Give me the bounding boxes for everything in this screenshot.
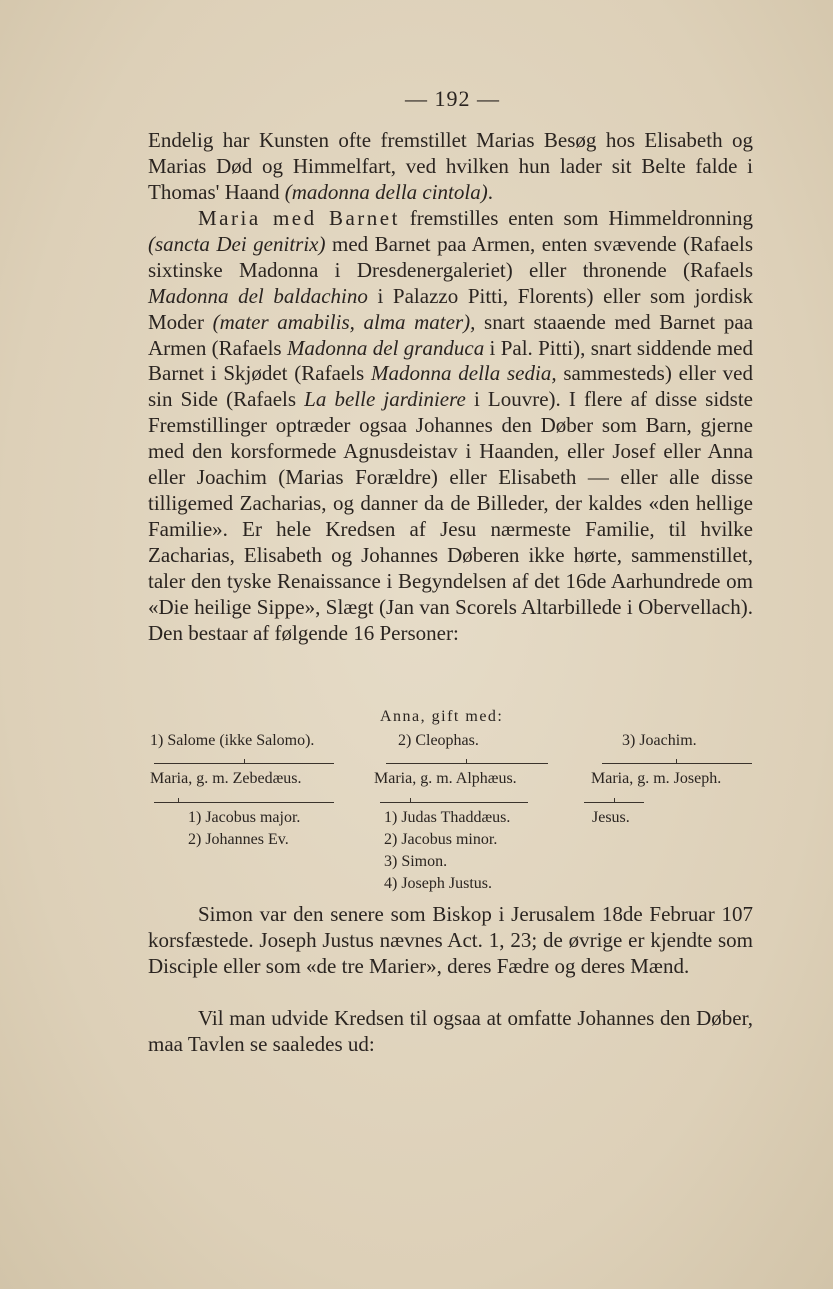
paragraph-3: Simon var den senere som Biskop i Jerusalem 18de Februar 107 korsfæstede. Joseph Justus nævnes Act. 1, 23; de øvrige er kjendte som Disciple eller som «de tre Marier», deres Fædre og deres Mænd. (148, 902, 753, 978)
p2-text-5: i Pal. Pitti), snart siddende med Barnet i Skjødet (Rafaels (148, 335, 753, 386)
page-number: — 192 — (405, 86, 500, 111)
husband-1: 1) Salome (ikke Salomo). (150, 732, 315, 749)
bracket-line-2 (386, 763, 548, 764)
husband-2: 2) Cleophas. (398, 732, 479, 749)
bracket-tick-5 (410, 798, 411, 802)
paragraph-4: Vil man udvide Kredsen til ogsaa at omfatte Johannes den Døber, maa Tavlen se saaledes ud: (148, 1006, 753, 1056)
p2-text-4: snart staaende med Barnet paa Armen (Rafaels (148, 309, 753, 360)
paragraph-2 (148, 206, 753, 646)
p1-text-1: Endelig har Kunsten ofte fremstillet Marias Besøg hos Elisabeth og Marias Død og Himmelfart, ved hvilken hun lader sit Belte falde i Thomas' Haand (148, 128, 753, 204)
p2-italic-1: (sancta Dei genitrix) (148, 231, 326, 256)
genealogy-table (148, 708, 753, 898)
p2-text-1: fremstilles enten som Himmeldronning (399, 206, 753, 230)
p2-spaced-heading: Maria med Barnet (198, 206, 400, 230)
bracket-line-3 (602, 763, 752, 764)
p2-italic-4: Madonna del granduca (286, 335, 485, 360)
p2-text-3: i Palazzo Pitti, Florents) eller som jordisk Moder (148, 283, 753, 334)
p2-italic-6: La belle jardiniere (304, 387, 466, 412)
p2-italic-2: Madonna del baldachino (148, 283, 368, 308)
bracket-tick-1 (244, 759, 245, 763)
bracket-line-5 (380, 802, 528, 803)
bracket-line-6 (584, 802, 644, 803)
husband-3: 3) Joachim. (622, 732, 697, 749)
bracket-tick-3 (676, 759, 677, 763)
p2-italic-5: Madonna della sedia, (371, 361, 557, 386)
p1-italic-1: (madonna della cintola) (284, 179, 488, 204)
bracket-line-4 (154, 802, 334, 803)
bracket-tick-2 (466, 759, 467, 763)
child-2-3: 3) Simon. (384, 853, 448, 870)
daughter-1: Maria, g. m. Zebedæus. (150, 770, 302, 787)
child-3-1: Jesus. (592, 809, 630, 826)
child-2-4: 4) Joseph Justus. (384, 875, 493, 892)
p2-text-7: i Louvre). I flere af disse sidste Fremstillinger optræder ogsaa Johannes den Døber som Barn, gjerne med den korsformede Agnusdeistav i Haanden, eller Josef eller Anna eller Joachim (Marias Forældre) eller Elisabeth — eller alle disse tilligemed Zacharias, og danner da de Billeder, der kaldes «den hellige Familie». Er hele Kredsen af Jesu nærmeste Familie, til hvilke Zacharias, Elisabeth og Johannes Døberen ikke hørte, sammenstillet, taler den tyske Renaissance i Begyndelsen af det 16de Aarhundrede om «Die heilige Sippe», Slægt (Jan van Scorels Altarbillede i Obervellach). Den bestaar af følgende 16 Personer: (148, 387, 754, 645)
bracket-tick-6 (614, 798, 615, 802)
child-1-1: 1) Jacobus major. (188, 809, 301, 826)
child-1-2: 2) Johannes Ev. (188, 831, 289, 848)
genealogy-heading: Anna, gift med: (380, 708, 504, 725)
child-2-2: 2) Jacobus minor. (384, 831, 498, 848)
paragraph-1 (148, 128, 753, 206)
p2-italic-3: (mater amabilis, alma mater), (212, 309, 476, 334)
p2-text-2: med Barnet paa Armen, enten svævende (Rafaels sixtinske Madonna i Dresdenergaleriet) eller thronende (Rafaels (148, 231, 754, 282)
bracket-line-1 (154, 763, 334, 764)
child-2-1: 1) Judas Thaddæus. (384, 809, 511, 826)
daughter-2: Maria, g. m. Alphæus. (374, 770, 517, 787)
daughter-3: Maria, g. m. Joseph. (591, 770, 722, 787)
bracket-tick-4 (178, 798, 179, 802)
p1-text-2: . (487, 179, 493, 204)
p2-text-6: sammesteds) eller ved sin Side (Rafaels (148, 361, 753, 412)
